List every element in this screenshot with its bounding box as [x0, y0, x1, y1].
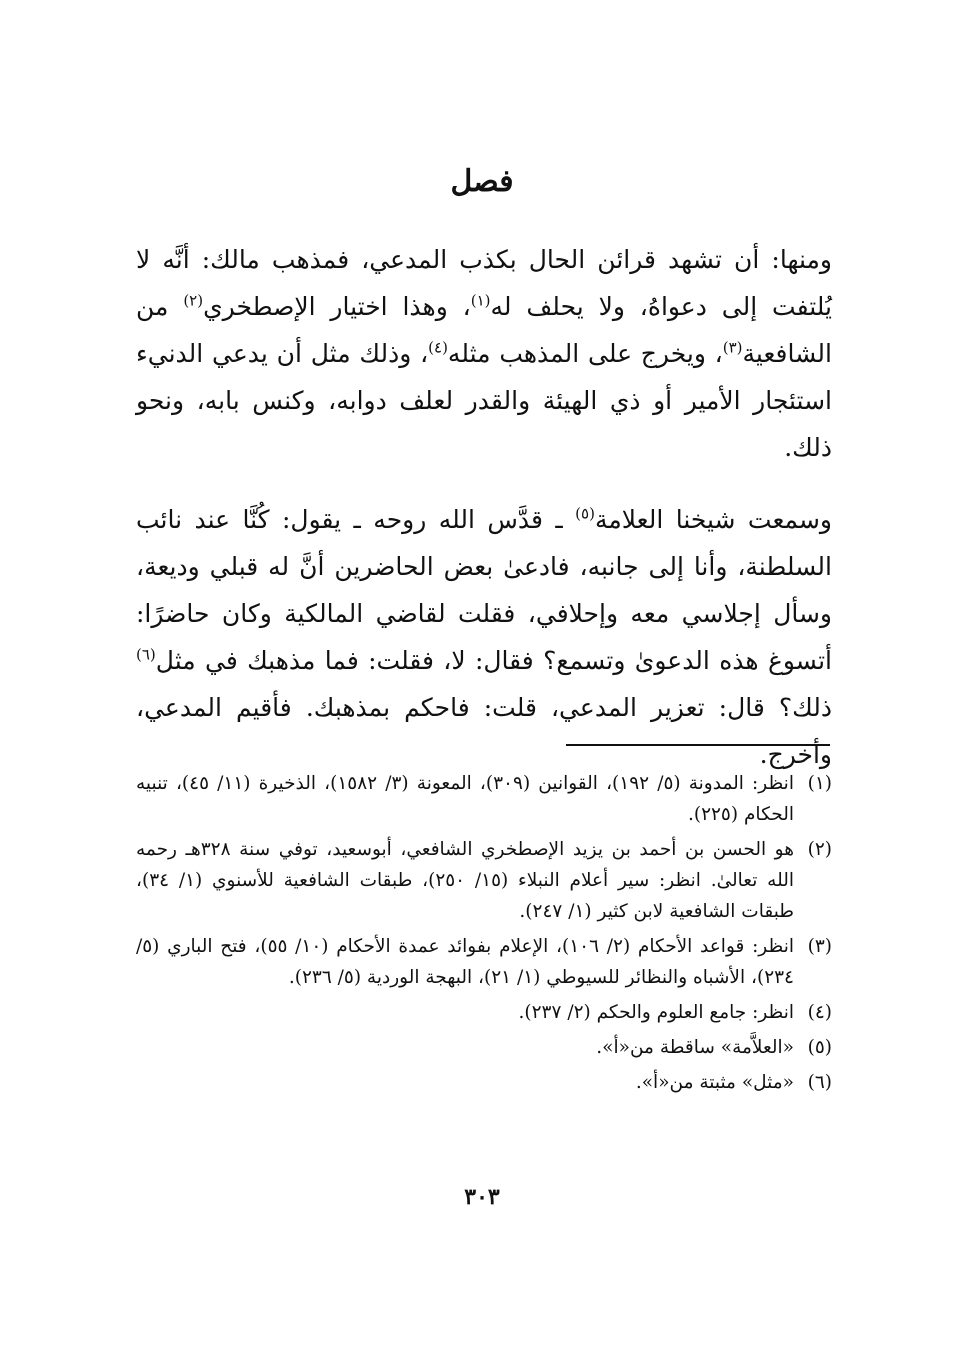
footnote-item: [136, 997, 832, 1028]
footnote-text: انظر: جامع العلوم والحكم (٢/ ٢٣٧).: [518, 1002, 794, 1023]
footnote-item: [136, 834, 832, 927]
footnote-item: [136, 1032, 832, 1063]
paragraph-2-text-b: ـ قدَّس الله روحه ـ يقول: كُنَّا عند نائب السلطنة، وأنا إلى جانبه، فادعىٰ بعض الحاضرين أنَّ له قبلي وديعة، وسأل إجلاسي معه وإحلافي، فقلت لقاضي المالكية وكان حاضرًا: أتسوغ هذه الدعوىٰ وتسمع؟ فقال: لا، فقلت: فما مذهبك في مثل: [136, 505, 832, 675]
footnote-item: [136, 768, 832, 830]
footnote-number: (١): [807, 773, 832, 794]
footnote-number: (٥): [807, 1037, 832, 1058]
paragraph-2-text-c: ذلك؟ قال: تعزير المدعي، قلت: فاحكم بمذهبك. فأقيم المدعي، وأخرج.: [136, 693, 832, 769]
paragraph-2: [136, 496, 832, 778]
footnote-text: انظر: قواعد الأحكام (٢/ ١٠٦)، الإعلام بفوائد عمدة الأحكام (١٠/ ٥٥)، فتح الباري (٥/ ٢٣٤)، الأشباه والنظائر للسيوطي (١/ ٢١)، البهجة الوردية (٥/ ٢٣٦).: [136, 936, 794, 988]
footnote-number: (٦): [807, 1072, 832, 1093]
footnote-number: (٣): [807, 936, 832, 957]
paragraph-1-text-a: ومنها: أن تشهد قرائن الحال بكذب المدعي، فمذهب مالك: أنَّه لا يُلتفت إلى دعواهُ، ولا يحلف له: [136, 245, 832, 321]
footnote-item: [136, 1067, 832, 1098]
footnote-ref-1[interactable]: (١): [470, 291, 491, 310]
footnotes-list: [136, 768, 832, 1102]
footnote-ref-5[interactable]: (٥): [575, 504, 595, 523]
paragraph-1: [136, 236, 832, 471]
footnote-separator: [566, 744, 830, 746]
footnote-number: (٢): [807, 839, 832, 860]
page-number: ٣٠٣: [464, 1184, 500, 1210]
footnote-text: هو الحسن بن أحمد بن يزيد الإصطخري الشافعي، أبوسعيد، توفي سنة ٣٢٨هـ رحمه الله تعالىٰ. انظر: سير أعلام النبلاء (١٥/ ٢٥٠)، طبقات الشافعية للأسنوي (١/ ٣٤)، طبقات الشافعية لابن كثير (١/ ٢٤٧).: [136, 839, 794, 922]
footnote-ref-6[interactable]: (٦): [136, 645, 156, 664]
paragraph-1-text-d: ، ويخرج على المذهب مثله: [447, 339, 723, 368]
footnote-text: «العلاَّمة» ساقطة من«أ».: [596, 1037, 794, 1058]
paragraph-2-text-a: وسمعت شيخنا العلامة: [594, 505, 832, 534]
footnote-ref-2[interactable]: (٢): [183, 291, 204, 310]
section-title: فصل: [450, 164, 514, 199]
footnote-ref-4[interactable]: (٤): [428, 338, 448, 357]
footnote-number: (٤): [807, 1002, 832, 1023]
paragraph-1-text-b: ، وهذا اختيار الإصطخري: [203, 292, 471, 321]
footnote-text: انظر: المدونة (٥/ ١٩٢)، القوانين (٣٠٩)، المعونة (٣/ ١٥٨٢)، الذخيرة (١١/ ٤٥)، تنبيه الحكام (٢٢٥).: [136, 773, 794, 825]
footnote-text: «مثل» مثبتة من«أ».: [635, 1072, 794, 1093]
paragraph-1-text-e: ، وذلك مثل أن يدعي الدنيء استئجار الأمير أو ذي الهيئة والقدر لعلف دوابه، وكنس بابه، ونحو ذلك.: [136, 339, 832, 462]
footnote-ref-3[interactable]: (٣): [722, 338, 743, 357]
paragraph-1-text-c: من الشافعية: [136, 292, 832, 368]
footnote-item: [136, 931, 832, 993]
